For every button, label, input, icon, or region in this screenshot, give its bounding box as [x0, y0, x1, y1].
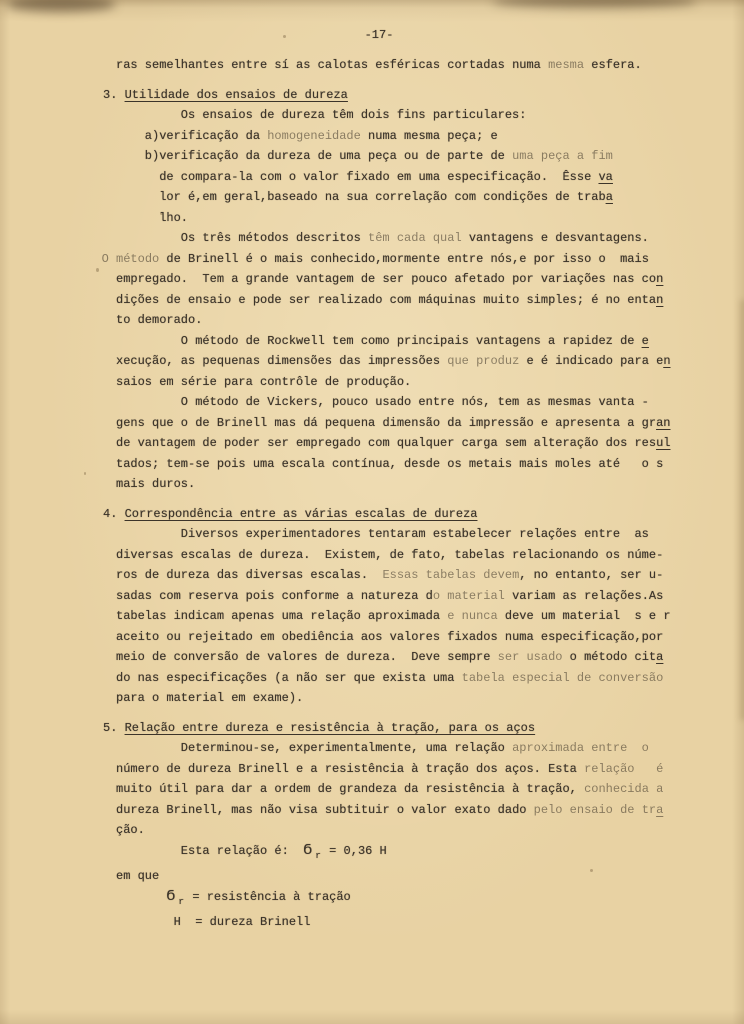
text-line: do nas especificações (a não ser que exista uma tabela especial de conversão — [116, 670, 664, 685]
text-line: meio de conversão de valores de dureza. Deve sempre ser usado o método cita — [116, 650, 664, 664]
text-line: ção. — [116, 823, 145, 837]
text-line: Os três métodos descritos têm cada qual vantagens e desvantagens. — [180, 231, 649, 245]
text-line: ros de dureza das diversas escalas. Essas tabelas devem, no entanto, ser u- — [116, 568, 664, 582]
sigma-symbol: Ϭ — [303, 841, 313, 859]
text-line: a)verificação da homogeneidade numa mesma peça; e — [144, 128, 498, 143]
text-line: tados; tem-se pois uma escala contínua, desde os metais mais moles até o s — [116, 456, 664, 471]
section-heading: 3. Utilidade dos ensaios de dureza — [103, 87, 348, 102]
text-line: Esta relação é: Ϭ $_r$ = 0,36 H — [180, 841, 387, 861]
text-line: sadas com reserva pois conforme a natureza do material variam as relações.As — [116, 588, 664, 603]
text-line: Os ensaios de dureza têm dois fins particulares: — [180, 108, 527, 122]
text-line: Determinou-se, experimentalmente, uma relação aproximada entre o — [180, 741, 649, 755]
text-line: gens que o de Brinell mas dá pequena dimensão da impressão e apresenta a gran — [116, 415, 671, 430]
text-line: Diversos experimentadores tentaram estabelecer relações entre as — [180, 527, 649, 541]
text-line: lho. — [159, 210, 189, 225]
text-line: muito útil para dar a ordem de grandeza da resistência à tração, conhecida a — [116, 782, 664, 796]
text-line: aceito ou rejeitado em obediência aos valores fixados numa especificação,por — [116, 629, 664, 644]
sigma-symbol: Ϭ — [166, 887, 176, 905]
text-line: de compara-la com o valor fixado em uma especificação. Êsse va — [159, 169, 613, 184]
text-line: H = dureza Brinell — [173, 915, 311, 929]
text-line: para o material em exame). — [116, 691, 304, 705]
text-line: lor é,em geral,baseado na sua correlação com condições de traba — [159, 190, 613, 204]
text-line: dições de ensaio e pode ser realizado com máquinas muito simples; é no entan — [116, 292, 664, 307]
text-line: empregado. Tem a grande vantagem de ser pouco afetado por variações nas con — [116, 272, 664, 286]
document-lines — [101, 55, 682, 933]
page-number: -17- — [364, 28, 394, 42]
text-line: tabelas indicam apenas uma relação aproximada e nunca deve um material s e r — [116, 609, 671, 623]
text-line: dureza Brinell, mas não visa subtituir o valor exato dado pelo ensaio de tra — [116, 802, 664, 817]
text-line: xecução, as pequenas dimensões das impressões que produz e é indicado para en — [116, 354, 671, 368]
section-heading: 5. Relação entre dureza e resistência à tração, para os aços — [103, 720, 536, 735]
text-line: mais duros. — [116, 477, 196, 491]
text-line: ras semelhantes entre sí as calotas esféricas cortadas numa mesma esfera. — [116, 58, 642, 72]
text-line: O método de Rockwell tem como principais vantagens a rapidez de e — [180, 333, 649, 348]
text-line: diversas escalas de dureza. Existem, de fato, tabelas relacionando os núme- — [116, 547, 664, 562]
text-line: to demorado. — [116, 313, 203, 327]
text-line: em que — [116, 869, 160, 883]
text-line: número de dureza Brinell e a resistência à tração dos aços. Esta relação é — [116, 761, 664, 776]
text-line: O método de Brinell é o mais conhecido,mormente entre nós,e por isso o mais — [101, 251, 649, 266]
text-line: saios em série para contrôle de produção. — [116, 374, 412, 389]
text-line: O método de Vickers, pouco usado entre nós, tem as mesmas vanta - — [180, 395, 649, 409]
section-heading: 4. Correspondência entre as várias escalas de dureza — [103, 506, 478, 521]
text-line: Ϭ $_r$ = resistência à tração — [166, 887, 351, 907]
text-line: de vantagem de poder ser empregado com qualquer carga sem alteração dos resul — [116, 436, 671, 450]
text-line: b)verificação da dureza de uma peça ou de parte de uma peça a fim — [144, 149, 613, 163]
